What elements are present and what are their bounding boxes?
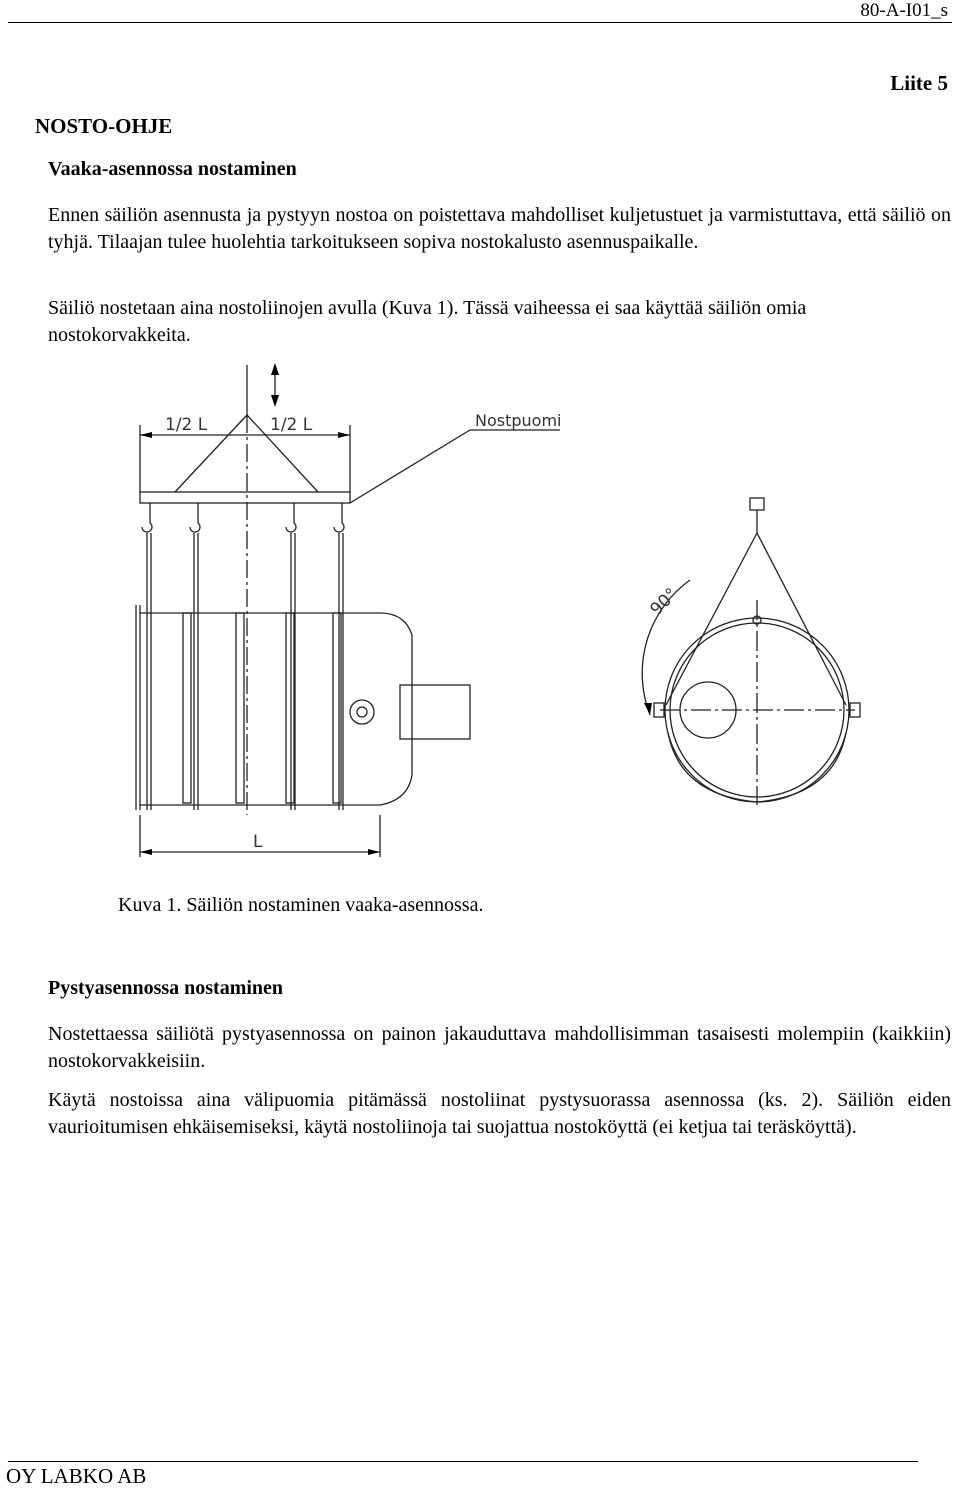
footer-divider <box>8 1461 918 1462</box>
hook-2 <box>190 503 200 532</box>
hook-1 <box>142 503 152 532</box>
hook-3 <box>286 503 296 532</box>
section-heading-vertical: Pystyasennossa nostaminen <box>48 977 284 999</box>
paragraph-preparation: Ennen säiliön asennusta ja pystyyn nostoa on poistettava mahdolliset kuljetustuet ja varmistuttava, että säiliö on tyhjä. Tilaajan tulee huolehtia tarkoitukseen sopiva nostokalusto asennuspaikalle. <box>48 204 951 253</box>
figure-caption: Kuva 1. Säiliön nostaminen vaaka-asennossa. <box>118 894 484 916</box>
company-name: OY LABKO AB <box>6 1464 147 1488</box>
lifting-diagram <box>0 355 960 875</box>
label-half-right: 1/2 L <box>270 415 313 435</box>
paragraph-weight-distribution: Nostettaessa säiliötä pystyasennossa on painon jakauduttava mahdollisimman tasaisesti molempiin (kaikkiin) nostokorvakkeisiin. <box>48 1023 951 1072</box>
document-code: 80-A-I01_s <box>860 0 948 21</box>
boom-hook-block <box>750 498 764 510</box>
tank-side-view <box>140 613 412 805</box>
label-boom: Nostpuomi <box>475 411 562 430</box>
page-title: NOSTO-OHJE <box>35 114 173 138</box>
header-divider <box>8 22 952 23</box>
label-length: L <box>253 832 263 852</box>
appendix-label: Liite 5 <box>890 71 948 95</box>
section-heading-horizontal: Vaaka-asennossa nostaminen <box>48 158 297 180</box>
label-angle: 90° <box>646 584 682 620</box>
boom-leader <box>350 430 560 503</box>
hook-4 <box>334 503 344 532</box>
tank-nozzle <box>400 685 470 739</box>
paragraph-spreader-beam: Käytä nostoissa aina välipuomia pitämässä nostoliinat pystysuorassa asennossa (ks. 2). Säiliön eiden vaurioitumisen ehkäisemiseksi, käytä nostoliinoja tai suojattua nostoköyttä (ei ketjua tai teräsköyttä). <box>48 1089 951 1138</box>
lifting-lug <box>350 700 374 724</box>
paragraph-lifting-slings: Säiliö nostetaan aina nostoliinojen avulla (Kuva 1). Tässä vaiheessa ei saa käyttää säiliön omia nostokorvakkeita. <box>48 297 807 346</box>
label-half-left: 1/2 L <box>165 415 208 435</box>
spreader-beam <box>140 492 350 503</box>
